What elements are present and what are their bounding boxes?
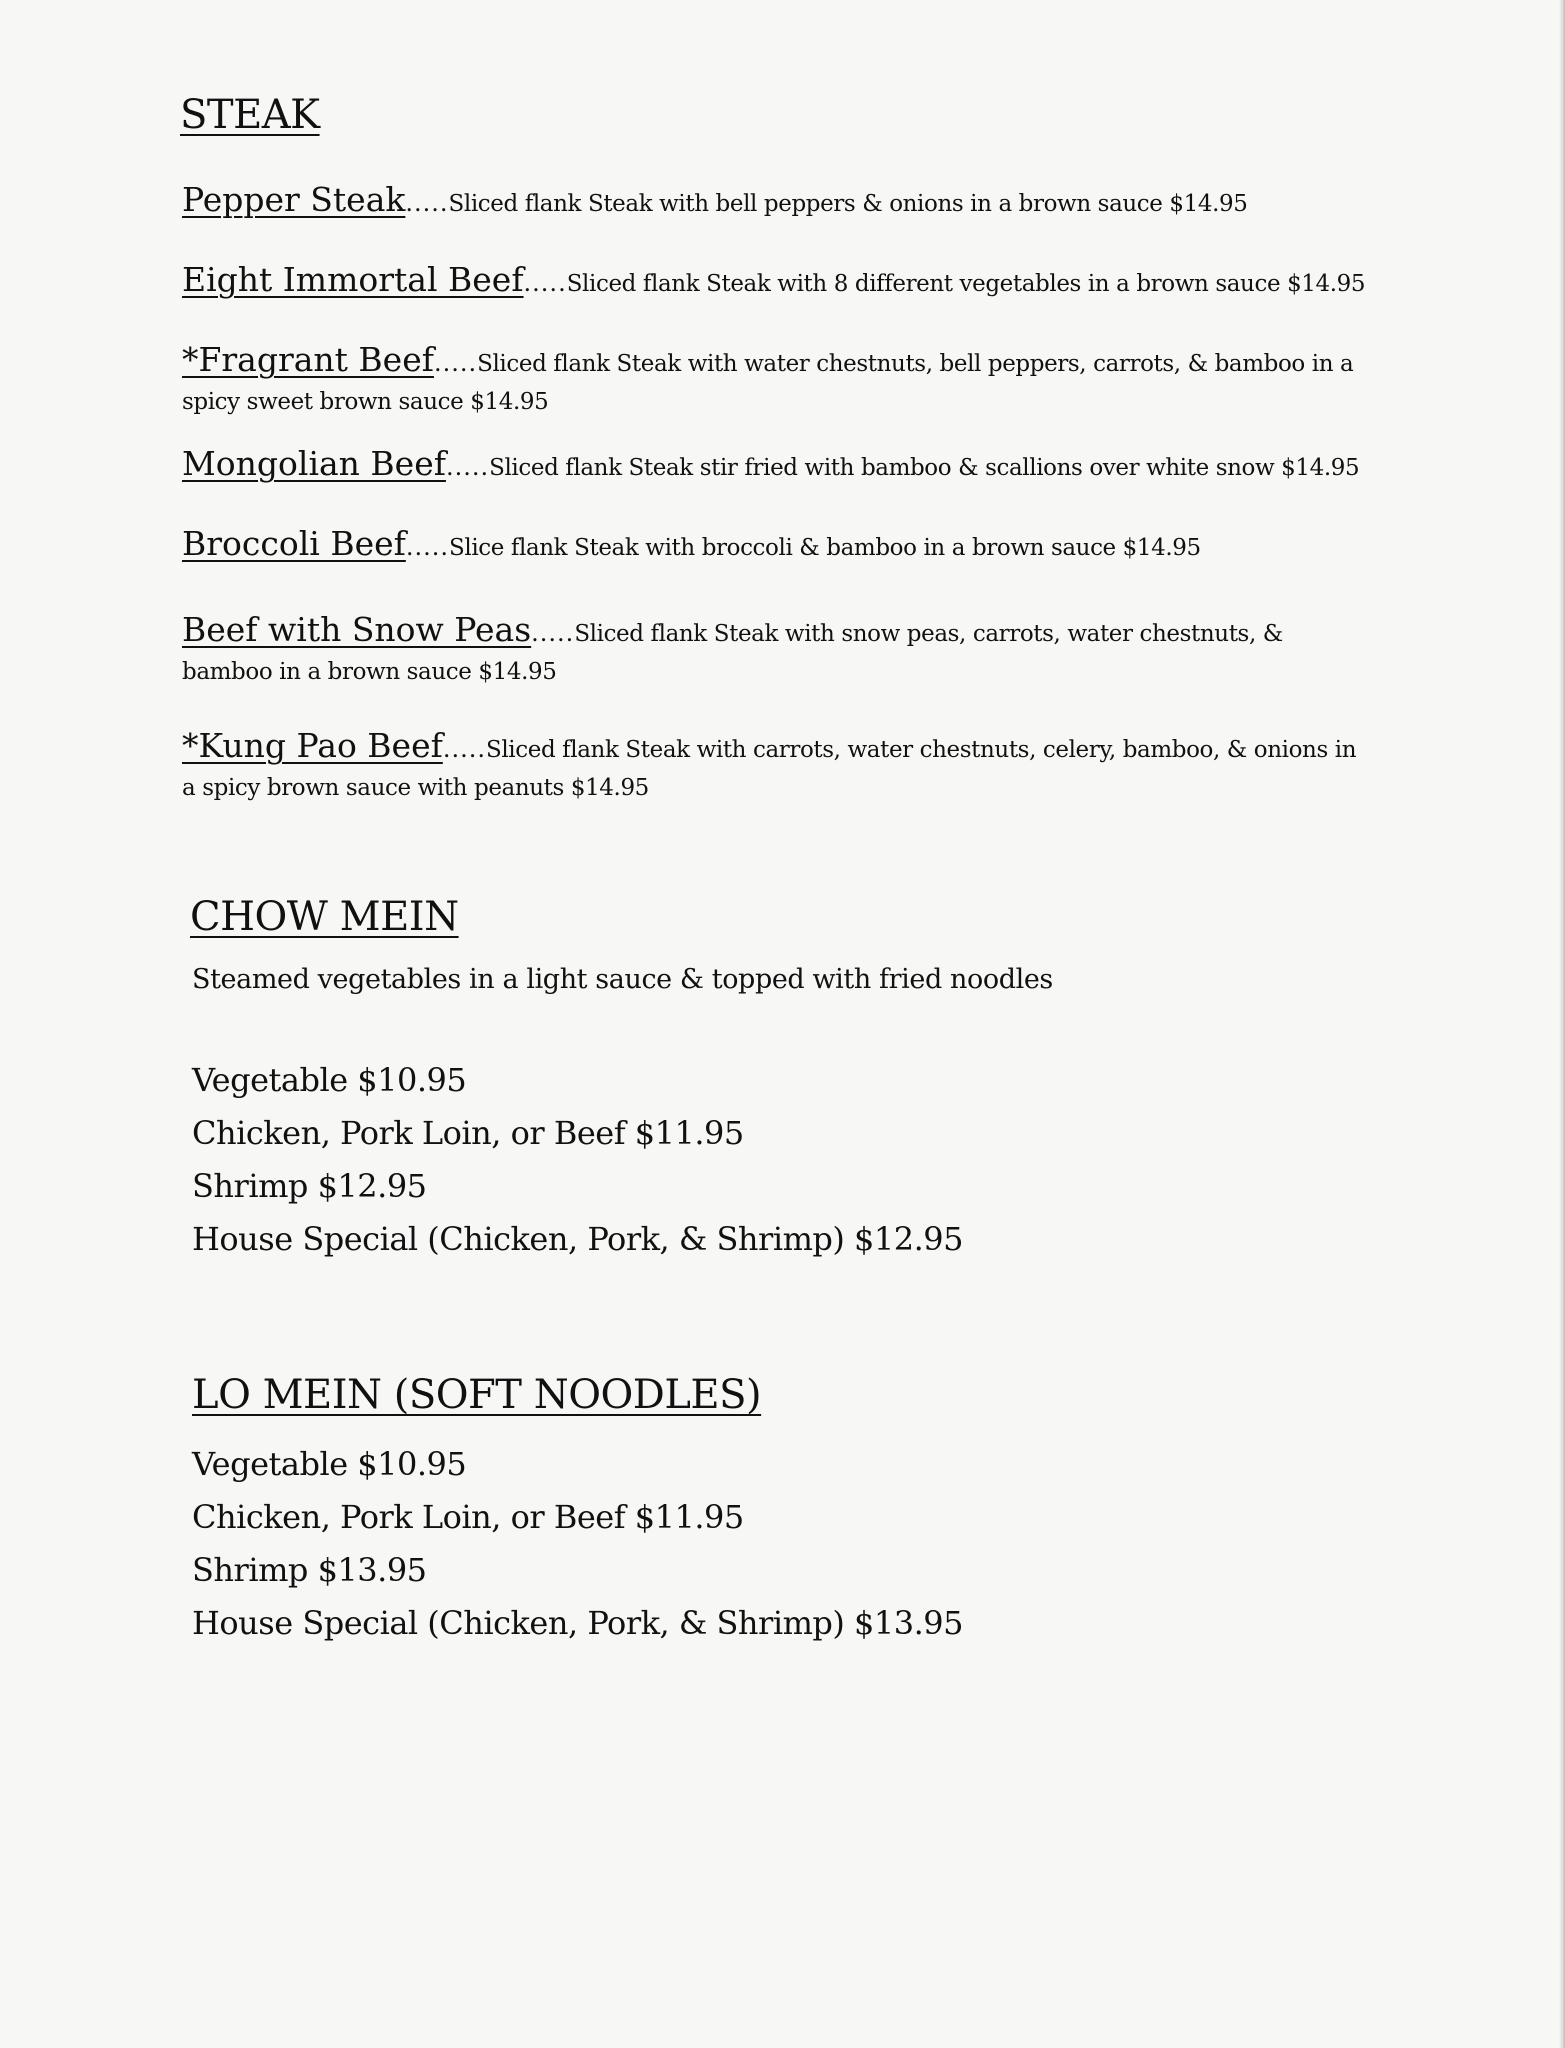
menu-item	[182, 262, 1372, 304]
item-dots: .....	[442, 735, 486, 763]
item-dots: .....	[531, 619, 575, 647]
item-dots: .....	[523, 269, 567, 297]
item-description: Sliced flank Steak stir fried with bamboo & scallions over white snow $14.95	[489, 455, 1360, 481]
chow-mein-description: Steamed vegetables in a light sauce & topped with fried noodles	[192, 964, 1053, 995]
menu-item	[182, 728, 1372, 808]
menu-item	[182, 182, 1372, 224]
menu-item	[182, 446, 1372, 488]
item-name: Pepper Steak	[182, 180, 406, 219]
list-item: Shrimp $12.95	[192, 1167, 427, 1205]
menu-item	[182, 612, 1372, 692]
item-dots: .....	[405, 533, 450, 561]
list-item: Shrimp $13.95	[192, 1551, 427, 1589]
page-edge	[1559, 0, 1565, 2048]
item-dots: .....	[445, 453, 490, 481]
item-name: Broccoli Beef	[182, 524, 406, 563]
item-name: Beef with Snow Peas	[182, 610, 532, 649]
menu-item	[182, 526, 1372, 568]
menu-item	[182, 342, 1372, 422]
item-name: *Kung Pao Beef	[182, 726, 443, 765]
item-description: Sliced flank Steak with bell peppers & onions in a brown sauce $14.95	[448, 191, 1248, 217]
list-item: Chicken, Pork Loin, or Beef $11.95	[192, 1498, 744, 1536]
lo-mein-heading: LO MEIN (SOFT NOODLES)	[192, 1372, 762, 1418]
chow-mein-heading: CHOW MEIN	[190, 894, 459, 940]
item-name: *Fragrant Beef	[182, 340, 434, 379]
item-description: Sliced flank Steak with 8 different vegetables in a brown sauce $14.95	[566, 271, 1366, 297]
item-description: Sliced flank Steak with water chestnuts, bell peppers, carrots, & bamboo in a spicy sweet brown sauce $14.95	[182, 351, 1354, 415]
list-item: Vegetable $10.95	[192, 1061, 467, 1099]
chow-mein-list	[192, 1054, 963, 1266]
list-item: House Special (Chicken, Pork, & Shrimp) $13.95	[192, 1604, 964, 1642]
steak-heading: STEAK	[180, 92, 320, 138]
item-name: Mongolian Beef	[182, 444, 446, 483]
item-description: Sliced flank Steak with carrots, water chestnuts, celery, bamboo, & onions in a spicy brown sauce with peanuts $14.95	[182, 737, 1357, 801]
item-dots: .....	[433, 349, 478, 377]
list-item: Chicken, Pork Loin, or Beef $11.95	[192, 1114, 744, 1152]
lo-mein-list	[192, 1438, 963, 1650]
list-item: House Special (Chicken, Pork, & Shrimp) $12.95	[192, 1220, 964, 1258]
item-description: Slice flank Steak with broccoli & bamboo in a brown sauce $14.95	[449, 535, 1201, 561]
item-dots: .....	[405, 189, 449, 217]
item-name: Eight Immortal Beef	[182, 260, 524, 299]
list-item: Vegetable $10.95	[192, 1445, 467, 1483]
item-description: Sliced flank Steak with snow peas, carrots, water chestnuts, & bamboo in a brown sauce $14.95	[182, 621, 1283, 685]
